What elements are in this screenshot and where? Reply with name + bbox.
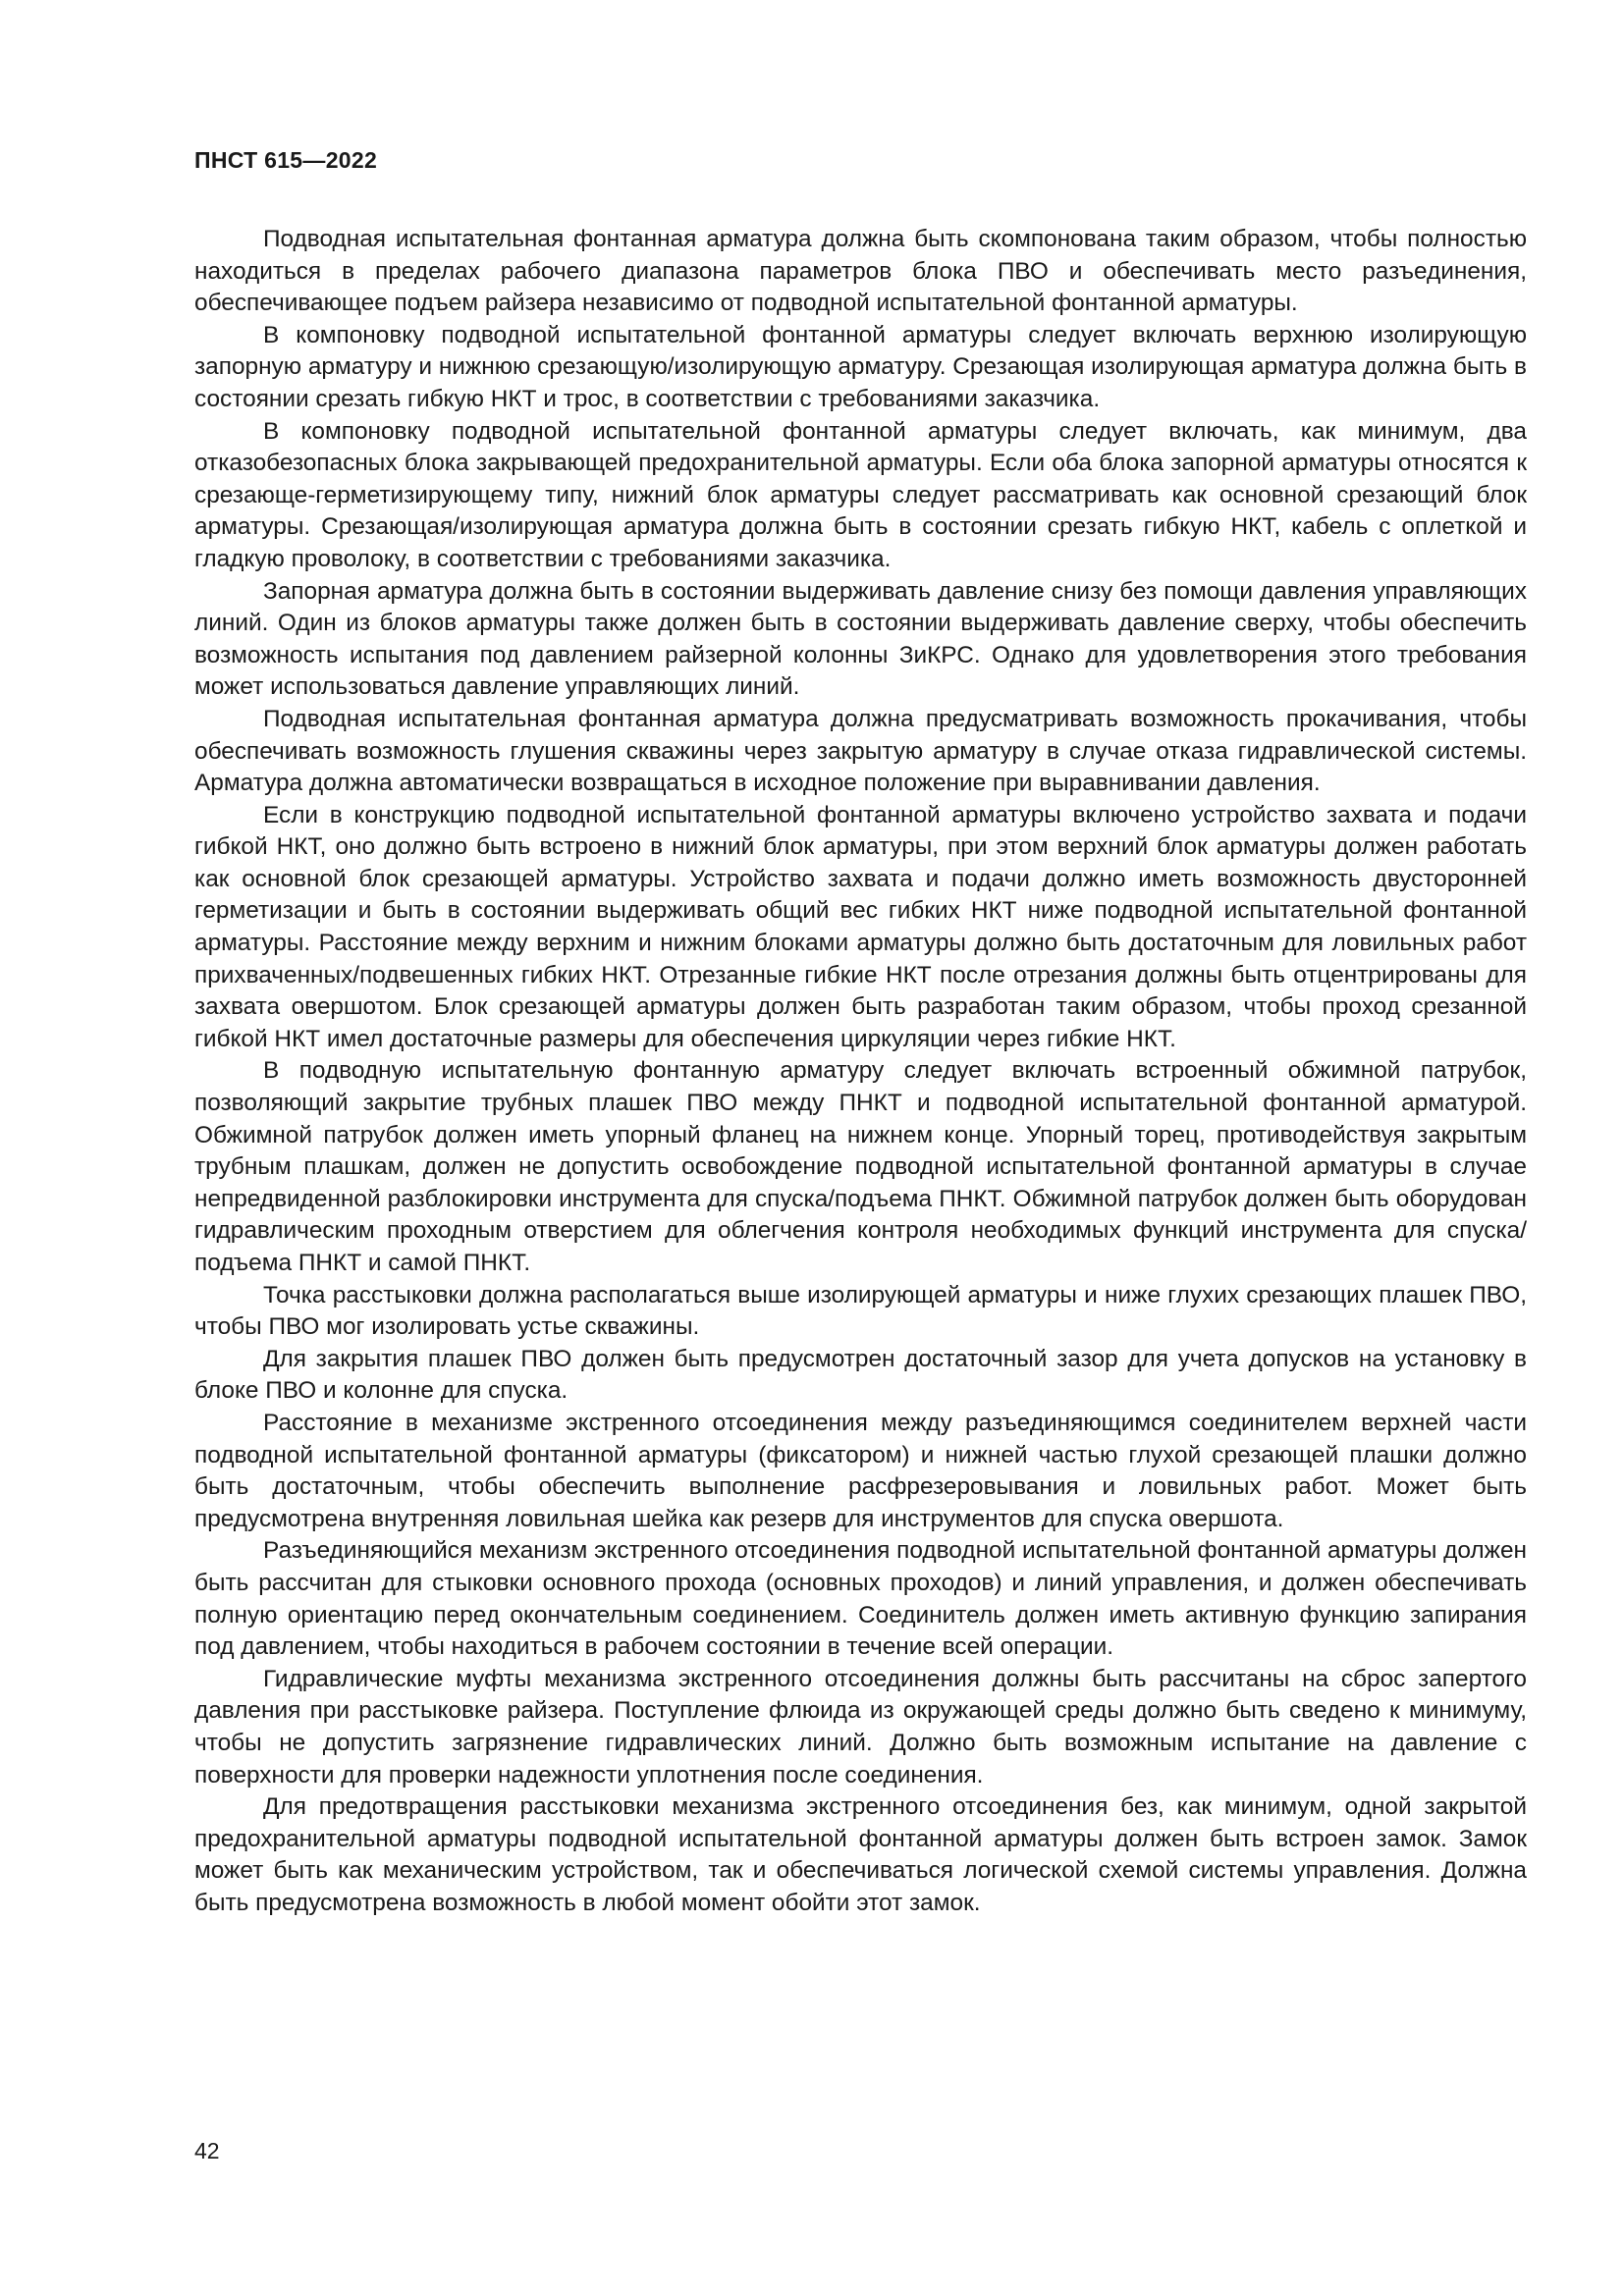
- page-number: 42: [194, 2138, 220, 2163]
- paragraph: В компоновку подводной испытательной фонтанной арматуры следует включать, как минимум, два отказобезопасных блока закрывающей предохранительной арматуры. Если оба блока запорной арматуры относятся к срезающе-герметизирующему типу, нижний блок арматуры следует рассматривать как основной срезающий блок арматуры. Срезающая/изолирующая арматура должна быть в состоянии срезать гибкую НКТ, кабель с оплеткой и гладкую проволоку, в соответствии с требованиями заказчика.: [194, 417, 1527, 572]
- paragraph: В подводную испытательную фонтанную арматуру следует включать встроенный обжимной патрубок, позволяющий закрытие трубных плашек ПВО между ПНКТ и подводной испытательной фонтанной арматурой. Обжимной патрубок должен иметь упорный фланец на нижнем конце. Упорный торец, противодействуя закрытым трубным плашкам, должен не допустить освобождение подводной испытательной фонтанной арматуры в случае непредвиденной разблокировки инструмента для спуска/подъема ПНКТ. Обжимной патрубок должен быть оборудован гидравлическим проходным отверстием для облегчения контроля необходимых функций инструмента для спуска/подъема ПНКТ и самой ПНКТ.: [194, 1057, 1527, 1276]
- paragraph: Точка расстыковки должна располагаться выше изолирующей арматуры и ниже глухих срезающих плашек ПВО, чтобы ПВО мог изолировать устье скважины.: [194, 1281, 1527, 1341]
- document-body: [194, 224, 1527, 1919]
- paragraph: Подводная испытательная фонтанная арматура должна быть скомпонована таким образом, чтобы полностью находиться в пределах рабочего диапазона параметров блока ПВО и обеспечивать место разъединения, обеспечивающее подъем райзера независимо от подводной испытательной фонтанной арматуры.: [194, 226, 1527, 317]
- paragraph: Расстояние в механизме экстренного отсоединения между разъединяющимся соединителем верхней части подводной испытательной фонтанной арматуры (фиксатором) и нижней частью глухой срезающей плашки должно быть достаточным, чтобы обеспечить выполнение расфрезеровывания и ловильных работ. Может быть предусмотрена внутренняя ловильная шейка как резерв для инструментов для спуска овершота.: [194, 1409, 1527, 1532]
- document-header: ПНСТ 615—2022: [194, 147, 378, 173]
- paragraph: Если в конструкцию подводной испытательной фонтанной арматуры включено устройство захвата и подачи гибкой НКТ, оно должно быть встроено в нижний блок арматуры, при этом верхний блок арматуры должен работать как основной блок срезающей арматуры. Устройство захвата и подачи должно иметь возможность двусторонней герметизации и быть в состоянии выдерживать общий вес гибких НКТ ниже подводной испытательной фонтанной арматуры. Расстояние между верхним и нижним блоками арматуры должно быть достаточным для ловильных работ прихваченных/подвешенных гибких НКТ. Отрезанные гибкие НКТ после отрезания должны быть отцентрированы для захвата овершотом. Блок срезающей арматуры должен быть разработан таким образом, чтобы проход срезанной гибкой НКТ имел достаточные размеры для обеспечения циркуляции через гибкие НКТ.: [194, 801, 1527, 1052]
- paragraph: Для закрытия плашек ПВО должен быть предусмотрен достаточный зазор для учета допусков на установку в блоке ПВО и колонне для спуска.: [194, 1345, 1527, 1405]
- paragraph: Для предотвращения расстыковки механизма экстренного отсоединения без, как минимум, одной закрытой предохранительной арматуры подводной испытательной фонтанной арматуры должен быть встроен замок. Замок может быть как механическим устройством, так и обеспечиваться логической схемой системы управления. Должна быть предусмотрена возможность в любой момент обойти этот замок.: [194, 1793, 1527, 1916]
- paragraph: Подводная испытательная фонтанная арматура должна предусматривать возможность прокачивания, чтобы обеспечивать возможность глушения скважины через закрытую арматуру в случае отказа гидравлической системы. Арматура должна автоматически возвращаться в исходное положение при выравнивании давления.: [194, 705, 1527, 797]
- paragraph: Разъединяющийся механизм экстренного отсоединения подводной испытательной фонтанной арматуры должен быть рассчитан для стыковки основного прохода (основных проходов) и линий управления, и должен обеспечивать полную ориентацию перед окончательным соединением. Соединитель должен иметь активную функцию запирания под давлением, чтобы находиться в рабочем состоянии в течение всей операции.: [194, 1537, 1527, 1661]
- paragraph: Запорная арматура должна быть в состоянии выдерживать давление снизу без помощи давления управляющих линий. Один из блоков арматуры также должен быть в состоянии выдерживать давление сверху, чтобы обеспечить возможность испытания под давлением райзерной колонны ЗиКРС. Однако для удовлетворения этого требования может использоваться давление управляющих линий.: [194, 577, 1527, 701]
- paragraph: В компоновку подводной испытательной фонтанной арматуры следует включать верхнюю изолирующую запорную арматуру и нижнюю срезающую/изолирующую арматуру. Срезающая изолирующая арматура должна быть в состоянии срезать гибкую НКТ и трос, в соответствии с требованиями заказчика.: [194, 321, 1527, 412]
- paragraph: Гидравлические муфты механизма экстренного отсоединения должны быть рассчитаны на сброс запертого давления при расстыковке райзера. Поступление флюида из окружающей среды должно быть сведено к минимуму, чтобы не допустить загрязнение гидравлических линий. Должно быть возможным испытание на давление с поверхности для проверки надежности уплотнения после соединения.: [194, 1665, 1527, 1789]
